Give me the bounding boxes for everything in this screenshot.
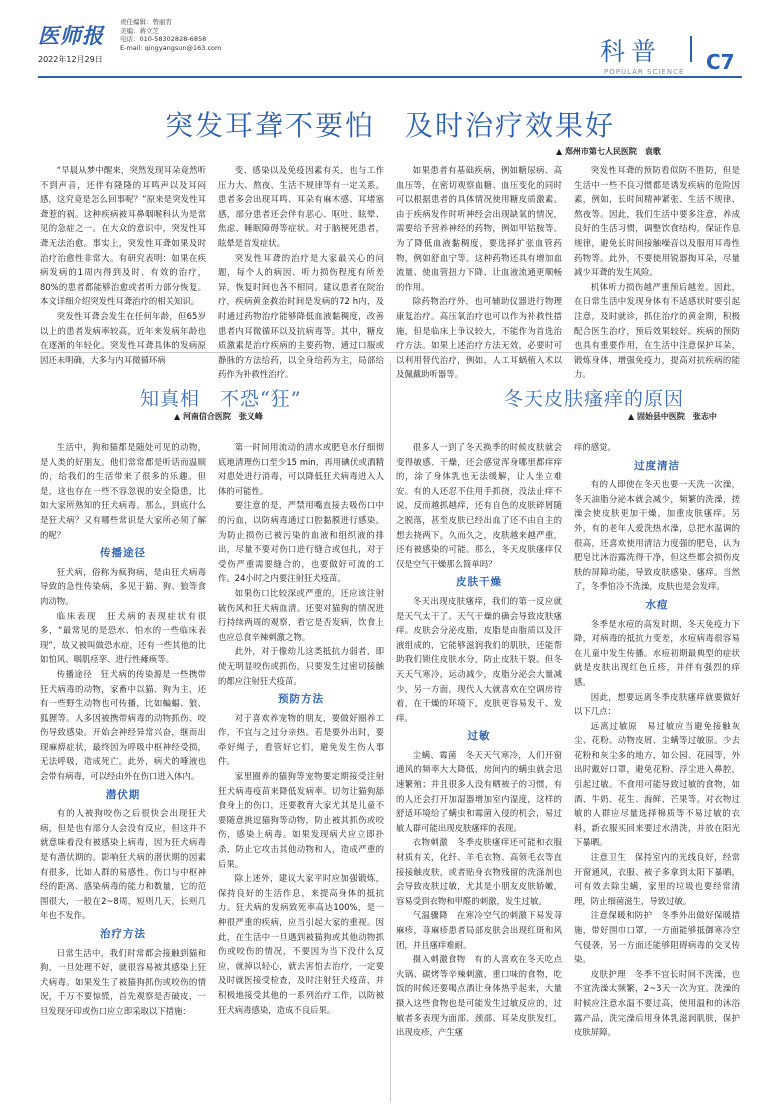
paragraph: 突发性耳聋会发生在任何年龄，但65岁以上的患者发病率较高，近年来发病年龄也在逐渐的年轻化。突发性耳聋具体的发病原因还未明确，大多与内耳微循环病 <box>40 310 206 365</box>
article3-byline: ▲ 固始县中医院 张志中 <box>628 412 717 421</box>
editor-info <box>120 18 221 52</box>
page-divider <box>690 36 692 62</box>
paragraph: 摄入刺激食物 有的人喜欢在冬天吃点火锅、碳烤等辛辣刺激、重口味的食物，吃饭的时候还要喝点酒让身体热乎起来，大量摄入这些食物也是可能发生过敏反应的，过敏者多表现为面部、颈部、耳朵皮肤发红，出现皮疹，产生瘙 <box>396 954 562 1038</box>
paragraph: 痒的感觉。 <box>574 442 616 452</box>
section-title: 科普 <box>600 37 663 66</box>
paragraph: 远离过敏原 易过敏应当避免接触灰尘、花粉、动物皮屑、尘螨等过敏原。少去花粉和灰尘多的地方，如公园、花园等，外出时戴好口罩，避免花粉、浮尘进入鼻腔，引起过敏。不食用可能导致过敏的食物，如酒、牛奶、花生、海鲜、芒果等。对衣物过敏的人群应尽量选择棉质等不易过敏的衣料，新衣服买回来要过水清洗，并放在阳光下暴晒。 <box>574 720 740 848</box>
editor-line: E-mail: qingyangsun@163.com <box>120 43 222 52</box>
column-divider <box>390 362 391 1102</box>
paragraph: 有的人即使在冬天也要一天洗一次澡，冬天油脂分泌本就会减少，频繁的洗澡，搓澡会使皮肤更加干燥，加重皮肤瘙痒。另外，有的老年人爱洗热水澡，总把水温调的很高，还喜欢使用清洁力度强的肥皂，认为肥皂比沐浴露洗得干净，但这些都会损伤皮肤的屏障功能，导致皮肤感染、瘙痒。当然了，冬季怕冷不洗澡，皮肤也是会发痒。 <box>574 479 740 592</box>
masthead <box>38 14 742 74</box>
paragraph: 衣物刺激 冬季皮肤瘙痒还可能和衣服材质有关，化纤、羊毛衣物、高领毛衣等直接接触皮肤，或者贴身衣物残留的洗涤剂也会导致皮肤过敏，尤其是小朋友皮肤娇嫩，容易受到衣物和甲醛的刺激，发生过敏。 <box>396 837 562 906</box>
subheading-over-cleaning: 过度清洁 <box>634 459 680 472</box>
paragraph: 日常生活中，我们时常都会接触到猫和狗，一旦处理不好，就很容易被其感染上狂犬病毒。如果发生了被猫狗抓伤或咬伤的情况，千万不要惊慌，首先观察是否破皮，一旦发现牙印或伤口应立即采取以下措施： <box>40 947 206 1016</box>
masthead-rule <box>38 76 742 78</box>
article2-headline: 知真相 不恐“狂” <box>140 388 302 410</box>
section-subtitle: POPULAR SCIENCE <box>604 68 685 76</box>
subheading-chickenpox: 水痘 <box>645 598 669 611</box>
editor-line: 美编：蒋立芝 <box>120 26 159 35</box>
article3-column-2 <box>574 440 740 1100</box>
paragraph: 注意保暖和防护 冬季外出做好保暖措施，带好围巾口罩，一方面能够抵御寒冷空气侵袭，另一方面还能够阻碍病毒的交叉传染。 <box>574 910 740 965</box>
paragraph: 第一时间用流动的清水或肥皂水仔细彻底地清理伤口至少15 min，再用碘伏或酒精对患处进行消毒，可以降低狂犬病毒进入人体的可能性。 <box>218 442 384 496</box>
paragraph: 传播途径 狂犬病的传染源是一些携带狂犬病毒的动物，家畜中以猫、狗为主，还有一些野生动物也可传播，比如蝙蝠、狼、狐狸等。人多因被携带病毒的动物抓伤、咬伤导致感染。开始会神经异常兴奋，继而出现麻痹症状，最终因为呼吸中枢神经受损，无法呼吸，造成死亡。此外，病犬的唾液也会带有病毒，可以经由外在伤口进入体内。 <box>40 668 206 782</box>
paragraph: 除药物治疗外，也可辅助仪器进行物理康复治疗。高压氧治疗也可以作为补救性措施，但是临床上争议较大，不能作为首选治疗方法。如果上述治疗方法无效，必要时可以利用替代治疗，例如，人工耳蜗植入术以及佩戴助听器等。 <box>396 296 562 380</box>
editor-line: 责任编辑：曾丽宵 <box>120 18 172 26</box>
paragraph: 除上述外，建议大家平时应加强锻炼，保持良好的生活作息，来提高身体的抵抗力。狂犬病的发病致死率高达100%，是一种很严重的疾病，应当引起大家的重视。因此，在生活中一旦遇到被猫狗或其他动物抓伤或咬伤的情况，不要因为当下没什么反应，就掉以轻心，就去害怕去治疗，一定要及时就医接受检查，及时注射狂犬疫苗，并积极地接受其他的一系列治疗工作，以防被狂犬病毒感染，造成不良后果。 <box>218 873 384 1015</box>
paragraph: 对于喜欢养宠物的朋友，要做好圈养工作，不宜与之过分亲热。若是要外出时，要牵好绳子，看管好它们，避免发生伤人事件。 <box>218 712 384 767</box>
article1-column-3 <box>396 163 562 380</box>
article3-column-1 <box>396 440 562 1100</box>
article2-column-1 <box>40 440 206 1100</box>
paragraph: 家里圈养的猫狗等宠物要定期接受注射狂犬病毒疫苗来降低发病率。切勿让猫狗舔食身上的伤口，还要教育大家尤其是儿童不要随意挑逗猫狗等动物，防止被其抓伤或咬伤，感染上病毒。如果发现病犬应立即扑杀，防止它攻击其他动物和人，造成严重的后果。 <box>218 771 384 869</box>
issue-date: 2022年12月29日 <box>38 55 103 64</box>
article1-column-2 <box>218 163 384 380</box>
newspaper-logo: 医师报 <box>38 23 104 48</box>
paragraph: 狂犬病，俗称为疯狗病，是由狂犬病毒导致的急性传染病，多见于猫、狗、狼等食肉动物。 <box>40 566 206 606</box>
article2-column-2 <box>218 440 384 1100</box>
paragraph: 突发性耳聋的预防看似防不胜防，但是生活中一些不良习惯都是诱发疾病的危险因素，例如，长时间精神紧张、生活不规律、熬夜等。因此，我们生活中要多注意，养成良好的生活习惯，调整饮食结构，保证作息规律，避免长时间接触噪音以及服用耳毒性药物等。此外，不要使用锐器掏耳朵，尽量减少耳聋的发生风险。 <box>574 165 740 278</box>
paragraph: 注意卫生 保持室内的光线良好，经常开窗通风，衣服、被子多拿到太阳下暴晒，可有效去除尘螨，家里的垃圾也要经常清理，防止细菌滋生，导致过敏。 <box>574 852 740 906</box>
article2-byline: ▲ 河南信合医院 张义峰 <box>174 412 263 421</box>
paragraph: 尘螨、霉菌 冬天天气寒冷，人们开窗通风的频率大大降低，房间内的螨虫就会迅速繁殖；并且很多人没有晒被子的习惯，有的人还会打开加湿器增加室内湿度，这样的舒适环境给了螨虫和霉菌入侵的机会，易过敏人群可能出现皮肤瘙痒的表现。 <box>396 749 562 833</box>
subheading-prevention: 预防方法 <box>278 693 324 706</box>
paragraph: 冬季是水痘的高发时期，冬天免疫力下降，对病毒的抵抗力变差，水痘病毒很容易在儿童中发生传播。水痘初期最典型的症状就是皮肤出现红色丘疹，并伴有强烈的痒感。 <box>574 618 740 687</box>
section-divider <box>40 352 740 353</box>
paragraph: 要注意的是，严禁用嘴直接去吸伤口中的污血，以防病毒通过口腔黏膜进行感染。为防止损伤已被污染的血液和组织液的排出，尽量不要对伤口进行缝合或包扎，对于受伤严重需要缝合的，也要做好可流的工作。24小时之内要注射狂犬疫苗。 <box>218 500 384 584</box>
paragraph: 突发性耳聋的治疗是大家最关心的问题，每个人的病因、听力损伤程度有所差异，恢复时间也各不相同。建议患者在院治疗，疾病黄金救治时间是发病的72 h内，及时通过药物治疗能够降低血液黏稠度，改善患者内耳微循环以及抗病毒等。其中，糖皮质激素是治疗疾病的主要药物，通过口服或静脉的方法给药，以全身给药为主，局部给药作为补救性治疗。 <box>218 252 384 380</box>
paragraph: 如果伤口比较深或严重的，还应该注射破伤风和狂犬病血清。还要对猫狗的情况进行持续两周的观察，看它是否发病，饮食上也应总食辛辣刺激之物。 <box>218 587 384 642</box>
article1-column-1 <box>40 163 206 365</box>
paragraph: 临床表现 狂犬病的表现症状有很多，“最常见的是恐水、怕水的一些临床表现”，故又被叫做恐水症，还有一些其他的比如怕风、咽肌痉挛、进行性瘫痪等。 <box>40 610 206 665</box>
paragraph: 因此，想要远离冬季皮肤瘙痒就要做好以下几点： <box>574 691 740 717</box>
paragraph: 气温骤降 在寒冷空气的刺激下易发荨麻疹，荨麻疹患者局部皮肤会出现红斑和风团，并且瘙痒难耐。 <box>396 910 562 950</box>
paragraph: 皮肤护理 冬季不宜长时间不洗澡，也不宜洗澡太频繁，2~3天一次为宜。洗澡的时候应注意水温不要过高，使用温和的沐浴露产品，洗完澡后用身体乳滋润肌肤，保护皮肤屏障。 <box>574 968 740 1038</box>
paragraph: 机体听力损伤越严重预后越差。因此，在日常生活中发现身体有不适感状时要引起注意，及时就诊，抓住治疗的黄金期，积极配合医生治疗，预后效果较好。疾病的预防也具有重要作用，在生活中注意保护耳朵，锻炼身体，增强免疫力，提高对抗疾病的能力。 <box>574 281 740 380</box>
paragraph: 此外，对于像幼儿这类抵抗力弱者，即使无明显咬伤或抓伤，只要发生过密切接触的都应注射狂犬疫苗。 <box>218 646 384 686</box>
paragraph: 生活中，狗和猫都是随处可见的动物，是人类的好朋友。他们常常都是听话而温顺的，给我们的生活带来了很多的乐趣。但是，这也存在一些不容忽视的安全隐患，比如大家所熟知的狂犬病毒。那么，到底什么是狂犬病？又有哪些常识是大家所必须了解的呢？ <box>40 442 206 540</box>
page-number: C7 <box>706 50 735 74</box>
paragraph: 变、感染以及免疫因素有关，也与工作压力大、熬夜、生活不规律等有一定关系。患者多会出现耳鸣、耳朵有麻木感、耳堵塞感，部分患者还会伴有恶心、呕吐、眩晕、焦虑、睡眠障碍等症状。对于脑梗死患者，眩晕是首发症状。 <box>218 165 384 248</box>
subheading-incubation: 潜伏期 <box>105 788 141 801</box>
paragraph: “早晨从梦中醒来，突然发现耳朵竟然听不到声音，还伴有隆隆的耳鸣声以及耳闷感，这究竟是怎么回事呢？”原来是突发性耳聋惹的祸。这种疾病被耳鼻咽喉科认为是常见的急症之一。在大众的意识中，突发性耳聋无法治愈。事实上，突发性耳聋如果及时治疗治愈性非常大。有研究表明：如果在疾病发病的1周内得到及时、有效的治疗，80%的患者都能够治愈或者听力部分恢复。本文详细介绍突发性耳聋治疗的相关知识。 <box>40 165 206 307</box>
article1-headline: 突发耳聋不要怕 及时治疗效果好 <box>164 109 615 142</box>
article1-byline: ▲ 郑州市第七人民医院 袁歌 <box>556 147 661 156</box>
subheading-allergy: 过敏 <box>467 730 491 743</box>
paragraph: 冬天出现皮肤瘙痒，我们的第一反应就是天气太干了。天气干燥的确会导致皮肤瘙痒。皮肤会分泌皮脂，皮脂是由脂质以及汗液组成的，它能够滋润我们的肌肤，还能帮助我们锁住皮肤水分，防止皮肤干裂。但冬天天气寒冷，运动减少，皮脂分泌会大量减少，另一方面，现代人大就喜欢在空调房待着，在干燥的环境下，皮肤更容易发干、发痒。 <box>396 595 562 723</box>
paragraph: 很多人一到了冬天换季的时候皮肤就会变得敏感、干燥，还会感觉浑身哪里都痒痒的，涂了身体乳也无法缓解，让人坐立难安。有的人还忍不住用手抓挠，没法止痒不说，反而越抓越痒，还有自色的皮肤碎屑随之脱落，甚至皮肤已经出血了还不由自主的想去挠两下。久而久之，皮肤越来越严重，还有被感染的可能。那么，冬天皮肤瘙痒仅仅是空气干燥那么简单吗？ <box>396 442 562 569</box>
paragraph: 如果患者有基础疾病，例如糖尿病、高血压等，在密切观察血糖、血压变化的同时可以根据患者的具体情况使用糖皮质激素。由于疾病发作时听神经会出现缺氧的情况，需要给予营养神经的药物，例如甲钴胺等。为了降低血液黏稠度，要选择扩张血管药物，例如舒血宁等。这种药物还具有增加血流量、使血管扭力下降、让血液流通更顺畅的作用。 <box>396 165 562 292</box>
editor-line: 电话：010-58302828-6858 <box>120 35 207 44</box>
paragraph: 有的人被狗咬伤之后很快会出现狂犬病，但是也有部分人会没有反应，但这并不就意味着没有被感染上病毒，因为狂犬病毒是有潜伏期的。影响狂犬病的潜伏期的因素有很多，比如人群的易感性、伤口与中枢神经的距离、感染病毒的能力和数量，它的范围很大，一般在2~8周，短则几天，长则几年也不发作。 <box>40 808 206 921</box>
article3-headline: 冬天皮肤瘙痒的原因 <box>504 388 685 410</box>
subheading-transmission: 传播途径 <box>100 547 146 560</box>
article1-column-4 <box>574 163 740 380</box>
subheading-dry-skin: 皮肤干燥 <box>456 576 502 589</box>
subheading-treatment: 治疗方法 <box>100 928 146 940</box>
